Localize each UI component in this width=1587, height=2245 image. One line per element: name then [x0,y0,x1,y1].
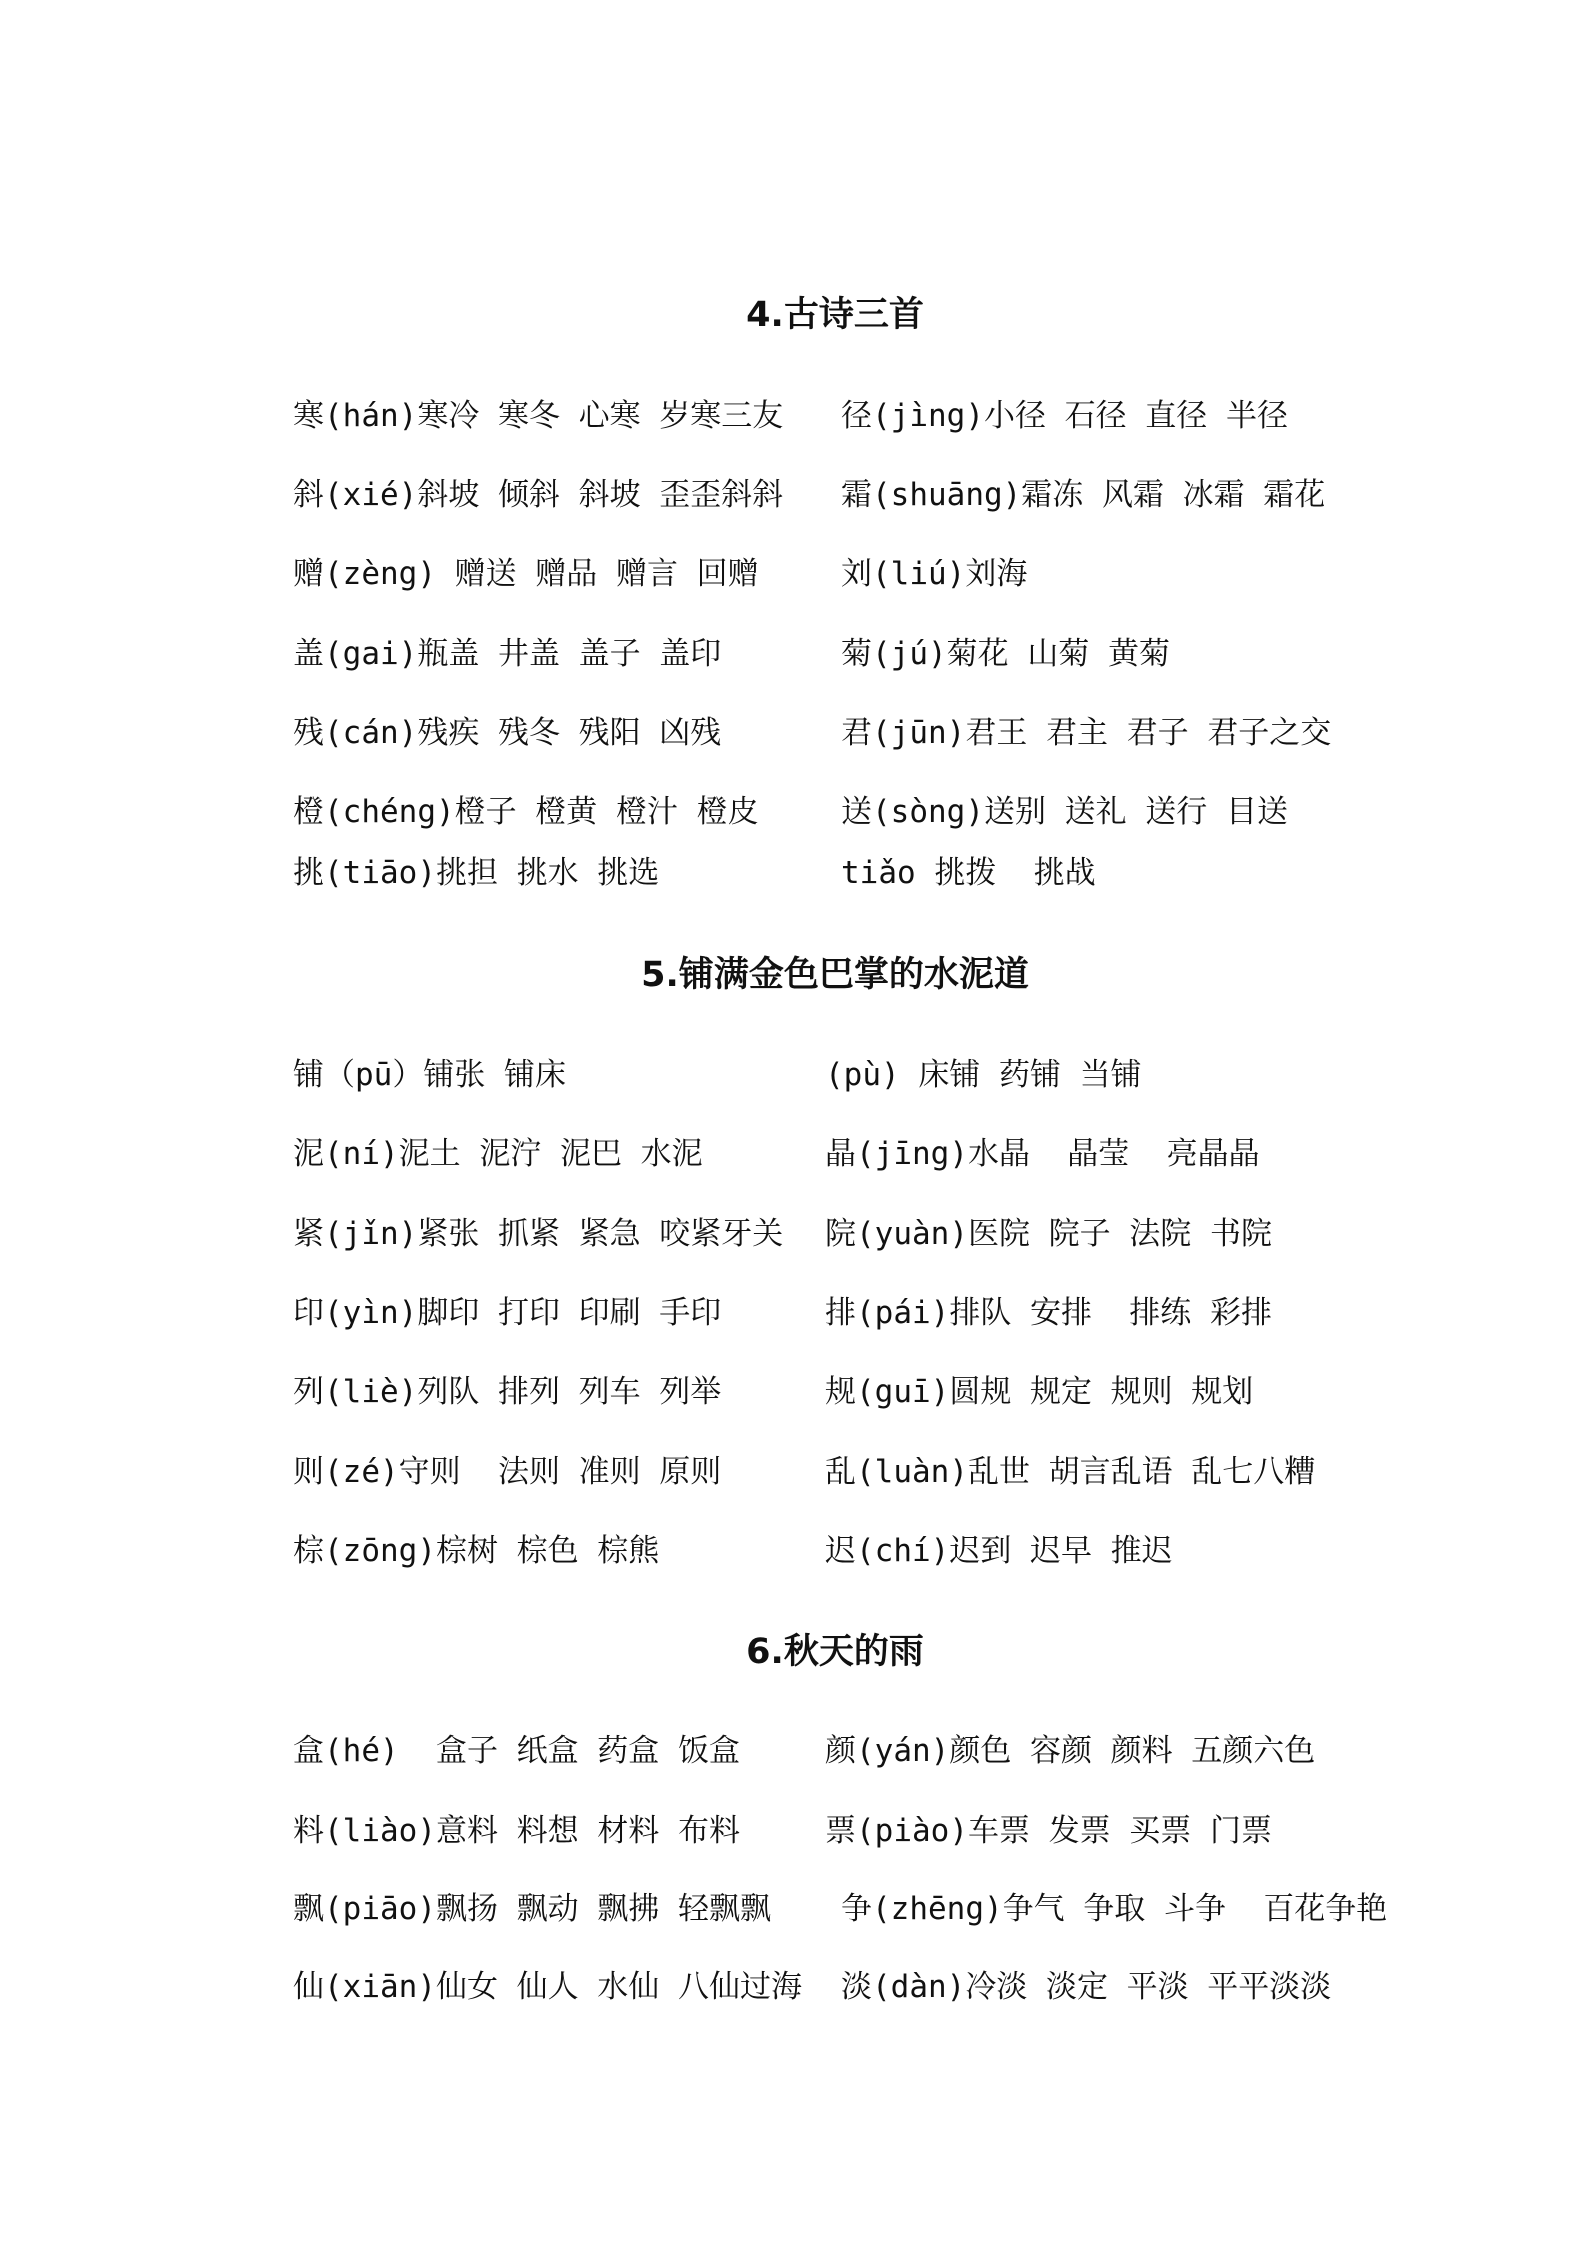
vocab-entry: 霜(shuāng)霜冻 风霜 冰霜 霜花 [841,477,1326,513]
vocab-entry: 盒(hé) 盒子 纸盒 药盒 饭盒 [293,1733,740,1769]
vocab-entry: 晶(jīng)水晶 晶莹 亮晶晶 [825,1136,1260,1172]
vocab-entry: 列(liè)列队 排列 列车 列举 [293,1374,722,1410]
vocab-entry: 棕(zōng)棕树 棕色 棕熊 [293,1533,660,1569]
vocab-entry: 斜(xié)斜坡 倾斜 斜坡 歪歪斜斜 [293,477,784,513]
entry-row [0,1218,1587,1250]
vocab-entry: 君(jūn)君王 君主 君子 君子之交 [841,715,1332,751]
entry-row [0,638,1587,670]
entry-row [0,1297,1587,1329]
vocab-entry: 规(guī)圆规 规定 规则 规划 [825,1374,1254,1410]
entry-row [0,1059,1587,1091]
vocab-entry: 赠(zèng) 赠送 赠品 赠言 回赠 [293,556,759,592]
vocab-entry: 菊(jú)菊花 山菊 黄菊 [841,636,1170,672]
vocab-entry: 飘(piāo)飘扬 飘动 飘拂 轻飘飘 [293,1891,771,1927]
vocab-entry: 迟(chí)迟到 迟早 推迟 [825,1533,1173,1569]
entry-row [0,479,1587,511]
vocab-entry: 刘(liú)刘海 [841,556,1028,592]
vocab-entry: 排(pái)排队 安排 排练 彩排 [825,1295,1272,1331]
vocab-entry: 残(cán)残疾 残冬 残阳 凶残 [293,715,722,751]
vocab-entry: 仙(xiān)仙女 仙人 水仙 八仙过海 [293,1969,802,2005]
entry-row [0,1971,1587,2003]
vocab-entry: 挑(tiāo)挑担 挑水 挑选 [293,855,660,891]
section-title: 4.古诗三首 [746,295,924,335]
entry-row [0,717,1587,749]
vocab-entry: 争(zhēng)争气 争取 斗争 百花争艳 [841,1891,1388,1927]
vocab-entry: 径(jìng)小径 石径 直径 半径 [841,398,1288,434]
entry-row [0,857,1587,889]
vocab-entry: 院(yuàn)医院 院子 法院 书院 [825,1216,1272,1252]
vocab-entry: (pù) 床铺 药铺 当铺 [825,1057,1142,1093]
entry-row [0,1815,1587,1847]
entry-row [0,1138,1587,1170]
vocab-entry: 印(yìn)脚印 打印 印刷 手印 [293,1295,722,1331]
vocab-entry: 乱(luàn)乱世 胡言乱语 乱七八糟 [825,1454,1316,1490]
entry-row [0,558,1587,590]
vocab-entry: 送(sòng)送别 送礼 送行 目送 [841,794,1288,830]
entry-row [0,796,1587,828]
entry-row [0,1735,1587,1767]
entry-row [0,1376,1587,1408]
vocab-entry: 料(liào)意料 料想 材料 布料 [293,1813,740,1849]
vocab-entry: 铺（pū）铺张 铺床 [293,1057,566,1093]
entry-row [0,1535,1587,1567]
vocab-entry: 紧(jǐn)紧张 抓紧 紧急 咬紧牙关 [293,1216,784,1252]
section-title: 5.铺满金色巴掌的水泥道 [641,955,1029,995]
vocab-entry: tiǎo 挑拨 挑战 [841,855,1096,891]
entry-row [0,1456,1587,1488]
vocab-entry: 寒(hán)寒冷 寒冬 心寒 岁寒三友 [293,398,784,434]
vocab-entry: 橙(chéng)橙子 橙黄 橙汁 橙皮 [293,794,759,830]
section-title: 6.秋天的雨 [746,1632,924,1672]
vocab-entry: 泥(ní)泥土 泥泞 泥巴 水泥 [293,1136,703,1172]
vocab-entry: 颜(yán)颜色 容颜 颜料 五颜六色 [825,1733,1316,1769]
entry-row [0,1893,1587,1925]
vocab-entry: 淡(dàn)冷淡 淡定 平淡 平平淡淡 [841,1969,1332,2005]
vocab-entry: 票(piào)车票 发票 买票 门票 [825,1813,1272,1849]
vocab-entry: 盖(gai)瓶盖 井盖 盖子 盖印 [293,636,722,672]
vocab-entry: 则(zé)守则 法则 准则 原则 [293,1454,722,1490]
entry-row [0,400,1587,432]
